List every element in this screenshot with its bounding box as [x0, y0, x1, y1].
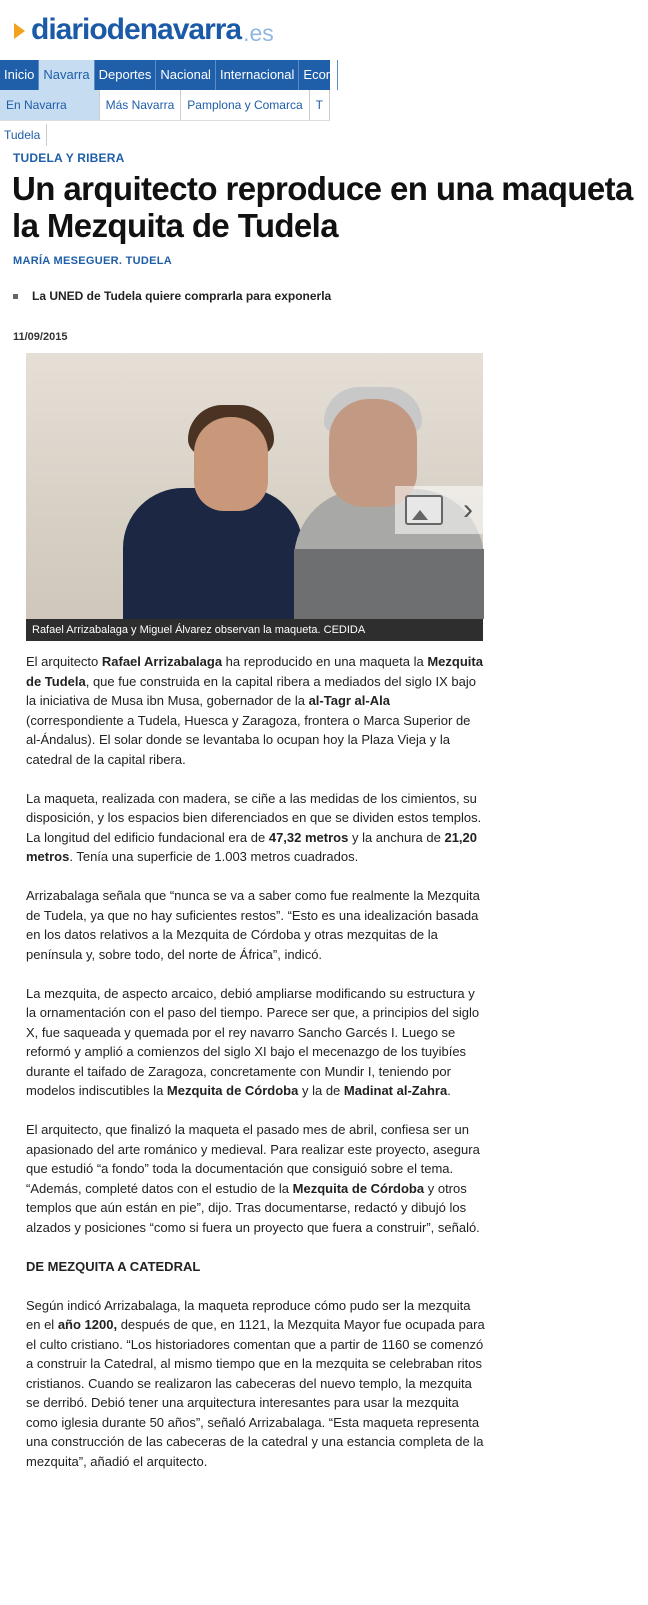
bullet-icon [13, 294, 18, 299]
nav-item-deportes[interactable]: Deportes [95, 60, 157, 90]
article-subtitle [13, 289, 331, 303]
article-photo [26, 353, 483, 641]
article-headline: Un arquitecto reproduce en una maqueta la Mezquita de Tudela [12, 170, 633, 244]
nav-item-navarra[interactable]: Navarra [39, 60, 94, 90]
subtitle-text: La UNED de Tudela quiere comprarla para exponerla [32, 289, 332, 303]
bold-text: Mezquita de Córdoba [292, 1180, 425, 1196]
localnav-item-tudela[interactable]: Tudela [0, 124, 47, 146]
sub-nav [0, 90, 330, 121]
section-label[interactable]: TUDELA Y RIBERA [13, 151, 125, 165]
bold-text: 21,20 metros [26, 829, 478, 864]
paragraph: La mezquita, de aspecto arcaico, debió ampliarse modificando su estructura y la ornamentación con el paso del tiempo. Parece ser que, a principios del siglo X, fue saqueada y quemada por el rey navarro Sancho Garcés I. Luego se reformó y amplió a comienzos del siglo XI bajo el mecenazgo de los tuyibíes durante el taifado de Zaragoza, concretamente con Mundir I, teniendo por modelos indiscutibles la Mezquita de Córdoba y la de Madinat al-Zahra. [26, 985, 480, 1098]
article-date: 11/09/2015 [13, 331, 68, 343]
logo-brand: diariodenavarra [31, 13, 242, 46]
chevron-right-icon: › [463, 493, 473, 526]
subnav-item-truncated[interactable]: T [310, 90, 330, 120]
photo-gallery-button[interactable] [395, 486, 483, 534]
paragraph: La maqueta, realizada con madera, se ciñe a las medidas de los cimientos, su disposición, y los espacios bien diferenciados en que se dividen estos templos. La longitud del edificio fundacional era de 47,32 metros y la anchura de 21,20 metros. Tenía una superficie de 1.003 metros cuadrados. [26, 790, 482, 864]
paragraph: El arquitecto, que finalizó la maqueta el pasado mes de abril, confiesa ser un apasionado del arte románico y medieval. Para realizar este proyecto, asegura que estudió “a fondo” toda la documentación que consiguió sobre el tema. “Además, completé datos con el estudio de la Mezquita de Córdoba y otros templos que aún están en pie”, dijo. Tras documentarse, redactó y dibujó los alzados y posiciones “como si fuera un proyecto que fuera a construir”, señaló. [26, 1122, 480, 1235]
bold-text: al-Tagr al-Ala [308, 693, 390, 708]
subnav-item-en-navarra[interactable]: En Navarra [0, 90, 100, 120]
photo-caption: Rafael Arrizabalaga y Miguel Álvarez observan la maqueta. CEDIDA [26, 619, 483, 641]
article-byline: MARÍA MESEGUER. TUDELA [13, 255, 172, 267]
nav-item-inicio[interactable]: Inicio [0, 60, 39, 90]
nav-item-nacional[interactable]: Nacional [156, 60, 216, 90]
nav-item-economia[interactable]: Econ [299, 60, 338, 90]
subnav-item-mas-navarra[interactable]: Más Navarra [100, 90, 182, 120]
bold-text: Rafael Arrizabalaga [101, 654, 223, 669]
paragraph: Según indicó Arrizabalaga, la maqueta reproduce cómo pudo ser la mezquita en el año 1200, después de que, en 1121, la Mezquita Mayor fue ocupada para el culto cristiano. “Los historiadores comentan que a partir de 1160 se comenzó a construir la Catedral, al mismo tiempo que en la mezquita se celebraban ritos cristianos. Cuando se realizaron las cabeceras del nuevo templo, la mezquita se derribó. Debió tener una arquitectura interesantes para usar la mezquita como iglesia durante 50 años”, señaló Arrizabalaga. “Esta maqueta representa una construcción de las cabeceras de la catedral y una estancia completa de la mezquita”, añadió el arquitecto. [26, 1297, 485, 1469]
subnav-item-pamplona[interactable]: Pamplona y Comarca [181, 90, 309, 120]
bold-text: Mezquita de Córdoba [166, 1083, 299, 1098]
main-nav [0, 60, 334, 90]
paragraph: El arquitecto Rafael Arrizabalaga ha reproducido en una maqueta la Mezquita de Tudela, que fue construida en la capital ribera a mediados del siglo IX bajo la iniciativa de Musa ibn Musa, gobernador de la al-Tagr al-Ala (correspondiente a Tudela, Huesca y Zaragoza, frontera o Marca Superior de al-Ándalus). El solar donde se levantaba lo ocupan hoy la Plaza Vieja y la catedral de la capital ribera. [26, 654, 483, 767]
nav-item-internacional[interactable]: Internacional [216, 60, 299, 90]
article-subheading: DE MEZQUITA A CATEDRAL [26, 1258, 201, 1274]
site-logo[interactable] [14, 10, 274, 50]
paragraph: Arrizabalaga señala que “nunca se va a saber como fue realmente la Mezquita de Tudela, ya que no hay suficientes restos”. “Esto es una idealización basada en los datos relativos a la Mezquita de Córdoba y otras mezquitas de la península y, sobre todo, del norte de África”, indicó. [26, 888, 480, 962]
logo-triangle-icon [14, 23, 25, 39]
gallery-icon [405, 495, 443, 525]
local-nav [0, 124, 47, 146]
bold-text: Mezquita de Tudela [26, 654, 483, 689]
article-body [26, 652, 488, 1491]
bold-text: 47,32 metros [268, 829, 349, 845]
bold-text: Madinat al-Zahra [343, 1083, 448, 1098]
logo-tld: .es [243, 19, 274, 46]
bold-text: año 1200, [57, 1317, 118, 1332]
